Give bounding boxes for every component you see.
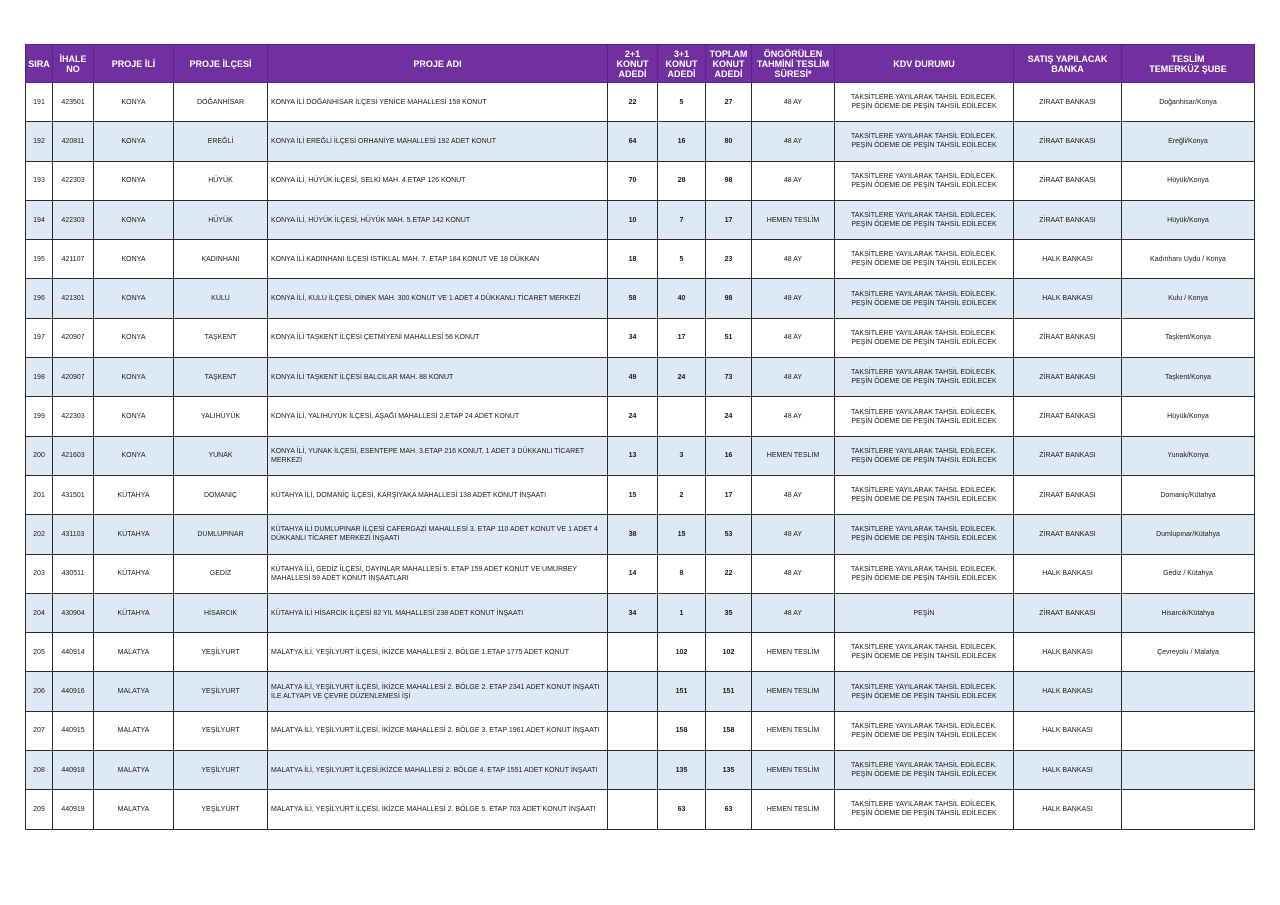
cell-proje-ili: MALATYA — [94, 790, 174, 829]
cell-teslim-sube: Hüyük/Konya — [1122, 397, 1255, 436]
cell-2plus1-adet — [608, 711, 658, 750]
cell-teslim-sube: Hüyük/Konya — [1122, 161, 1255, 200]
cell-banka: ZİRAAT BANKASI — [1014, 318, 1122, 357]
cell-kdv-durumu: TAKSİTLERE YAYILARAK TAHSİL EDİLECEK. PEŞİN ÖDEME DE PEŞİN TAHSİL EDİLECEK — [835, 475, 1014, 514]
cell-banka: HALK BANKASI — [1014, 711, 1122, 750]
cell-proje-ilcesi: HÜYÜK — [174, 161, 268, 200]
cell-toplam-adet: 98 — [706, 161, 752, 200]
cell-3plus1-adet: 63 — [658, 790, 706, 829]
cell-banka: ZİRAAT BANKASI — [1014, 161, 1122, 200]
cell-banka: ZİRAAT BANKASI — [1014, 475, 1122, 514]
cell-proje-adi: KÜTAHYA İLİ HİSARCIK İLÇESİ 82 YIL MAHALLESİ 238 ADET KONUT İNŞAATI — [268, 593, 608, 632]
table-row — [26, 161, 1255, 200]
cell-proje-ilcesi: YEŞİLYURT — [174, 790, 268, 829]
cell-teslim-sube — [1122, 711, 1255, 750]
cell-kdv-durumu: TAKSİTLERE YAYILARAK TAHSİL EDİLECEK. PEŞİN ÖDEME DE PEŞİN TAHSİL EDİLECEK — [835, 711, 1014, 750]
cell-teslim-suresi: HEMEN TESLİM — [752, 633, 835, 672]
cell-proje-ilcesi: YEŞİLYURT — [174, 711, 268, 750]
table-row — [26, 436, 1255, 475]
cell-sira: 198 — [26, 358, 53, 397]
cell-banka: ZİRAAT BANKASI — [1014, 593, 1122, 632]
cell-proje-ilcesi: DOĞANHİSAR — [174, 83, 268, 122]
cell-2plus1-adet: 64 — [608, 122, 658, 161]
cell-ihale-no: 422303 — [53, 161, 94, 200]
cell-proje-adi: KÜTAHYA İLİ, DOMANİÇ İLÇESİ, KARŞIYAKA MAHALLESİ 138 ADET KONUT İNŞAATI — [268, 475, 608, 514]
cell-proje-ilcesi: KADINHANI — [174, 240, 268, 279]
cell-toplam-adet: 98 — [706, 279, 752, 318]
cell-kdv-durumu: TAKSİTLERE YAYILARAK TAHSİL EDİLECEK. PEŞİN ÖDEME DE PEŞİN TAHSİL EDİLECEK — [835, 279, 1014, 318]
cell-banka: HALK BANKASI — [1014, 790, 1122, 829]
cell-2plus1-adet: 34 — [608, 318, 658, 357]
cell-2plus1-adet: 10 — [608, 200, 658, 239]
cell-teslim-suresi: 48 AY — [752, 397, 835, 436]
cell-sira: 191 — [26, 83, 53, 122]
cell-proje-ili: KÜTAHYA — [94, 475, 174, 514]
cell-proje-ili: KÜTAHYA — [94, 515, 174, 554]
cell-teslim-suresi: 48 AY — [752, 593, 835, 632]
cell-ihale-no: 440919 — [53, 790, 94, 829]
cell-teslim-sube — [1122, 790, 1255, 829]
cell-proje-ilcesi: KULU — [174, 279, 268, 318]
table-row — [26, 711, 1255, 750]
cell-3plus1-adet: 17 — [658, 318, 706, 357]
cell-kdv-durumu: TAKSİTLERE YAYILARAK TAHSİL EDİLECEK. PEŞİN ÖDEME DE PEŞİN TAHSİL EDİLECEK — [835, 200, 1014, 239]
cell-banka: HALK BANKASI — [1014, 279, 1122, 318]
cell-proje-adi: KÜTAHYA İLİ DUMLUPINAR İLÇESİ CAFERGAZİ MAHALLESİ 3. ETAP 110 ADET KONUT VE 1 ADET 4 DÜKKANLI TİCARET MERKEZİ İNŞAATI — [268, 515, 608, 554]
cell-proje-ili: KONYA — [94, 240, 174, 279]
cell-teslim-sube: Yunak/Konya — [1122, 436, 1255, 475]
table-row — [26, 83, 1255, 122]
cell-banka: ZİRAAT BANKASI — [1014, 397, 1122, 436]
cell-2plus1-adet: 22 — [608, 83, 658, 122]
cell-proje-ili: KONYA — [94, 83, 174, 122]
cell-sira: 206 — [26, 672, 53, 711]
table-row — [26, 122, 1255, 161]
cell-proje-adi: MALATYA İLİ, YEŞİLYURT İLÇESİ,İKİZCE MAHALLESİ 2. BÖLGE 4. ETAP 1551 ADET KONUT İNŞAATI — [268, 751, 608, 790]
cell-banka: HALK BANKASI — [1014, 240, 1122, 279]
cell-teslim-sube: Hisarcık/Kütahya — [1122, 593, 1255, 632]
cell-teslim-suresi: 48 AY — [752, 161, 835, 200]
cell-proje-ilcesi: HÜYÜK — [174, 200, 268, 239]
cell-proje-ili: KONYA — [94, 279, 174, 318]
cell-sira: 193 — [26, 161, 53, 200]
cell-teslim-suresi: HEMEN TESLİM — [752, 711, 835, 750]
col-header-teslim-sube: TESLİM TEMERKÜZ ŞUBE — [1122, 45, 1255, 83]
cell-teslim-suresi: 48 AY — [752, 554, 835, 593]
col-header-proje-ilcesi: PROJE İLÇESİ — [174, 45, 268, 83]
table-header-row — [26, 45, 1255, 83]
col-header-banka: SATIŞ YAPILACAK BANKA — [1014, 45, 1122, 83]
cell-kdv-durumu: TAKSİTLERE YAYILARAK TAHSİL EDİLECEK. PEŞİN ÖDEME DE PEŞİN TAHSİL EDİLECEK — [835, 318, 1014, 357]
cell-toplam-adet: 51 — [706, 318, 752, 357]
cell-teslim-suresi: 48 AY — [752, 475, 835, 514]
cell-ihale-no: 440916 — [53, 672, 94, 711]
cell-2plus1-adet: 58 — [608, 279, 658, 318]
cell-kdv-durumu: TAKSİTLERE YAYILARAK TAHSİL EDİLECEK. PEŞİN ÖDEME DE PEŞİN TAHSİL EDİLECEK — [835, 240, 1014, 279]
cell-proje-adi: KONYA İLİ TAŞKENT İLÇESİ ÇETMİYENİ MAHALLESİ 56 KONUT — [268, 318, 608, 357]
cell-sira: 209 — [26, 790, 53, 829]
cell-sira: 195 — [26, 240, 53, 279]
cell-ihale-no: 422303 — [53, 200, 94, 239]
cell-2plus1-adet — [608, 790, 658, 829]
cell-sira: 204 — [26, 593, 53, 632]
cell-kdv-durumu: TAKSİTLERE YAYILARAK TAHSİL EDİLECEK. PEŞİN ÖDEME DE PEŞİN TAHSİL EDİLECEK — [835, 436, 1014, 475]
cell-3plus1-adet: 102 — [658, 633, 706, 672]
cell-3plus1-adet: 40 — [658, 279, 706, 318]
cell-toplam-adet: 80 — [706, 122, 752, 161]
cell-banka: ZİRAAT BANKASI — [1014, 83, 1122, 122]
cell-2plus1-adet: 15 — [608, 475, 658, 514]
cell-teslim-sube: Dumlupınar/Kütahya — [1122, 515, 1255, 554]
cell-teslim-sube: Kulu / Konya — [1122, 279, 1255, 318]
cell-kdv-durumu: TAKSİTLERE YAYILARAK TAHSİL EDİLECEK. PEŞİN ÖDEME DE PEŞİN TAHSİL EDİLECEK — [835, 397, 1014, 436]
cell-teslim-sube — [1122, 751, 1255, 790]
cell-banka: ZİRAAT BANKASI — [1014, 515, 1122, 554]
cell-ihale-no: 440914 — [53, 633, 94, 672]
cell-3plus1-adet: 151 — [658, 672, 706, 711]
cell-teslim-suresi: HEMEN TESLİM — [752, 790, 835, 829]
cell-proje-adi: KONYA İLİ, KULU İLÇESİ, DİNEK MAH. 300 KONUT VE 1 ADET 4 DÜKKANLI TİCARET MERKEZİ — [268, 279, 608, 318]
cell-proje-adi: KONYA İLİ DOĞANHİSAR İLÇESİ YENİCE MAHALLESİ 158 KONUT — [268, 83, 608, 122]
cell-2plus1-adet: 49 — [608, 358, 658, 397]
cell-teslim-suresi: 48 AY — [752, 358, 835, 397]
cell-3plus1-adet: 28 — [658, 161, 706, 200]
cell-proje-adi: KONYA İLİ TAŞKENT İLÇESİ BALCILAR MAH. 88 KONUT — [268, 358, 608, 397]
cell-3plus1-adet: 8 — [658, 554, 706, 593]
cell-teslim-sube: Doğanhisar/Konya — [1122, 83, 1255, 122]
cell-proje-ilcesi: EREĞLİ — [174, 122, 268, 161]
cell-kdv-durumu: TAKSİTLERE YAYILARAK TAHSİL EDİLECEK. PEŞİN ÖDEME DE PEŞİN TAHSİL EDİLECEK — [835, 554, 1014, 593]
cell-2plus1-adet: 14 — [608, 554, 658, 593]
cell-toplam-adet: 35 — [706, 593, 752, 632]
cell-proje-ili: MALATYA — [94, 672, 174, 711]
cell-teslim-sube: Hüyük/Konya — [1122, 200, 1255, 239]
cell-kdv-durumu: TAKSİTLERE YAYILARAK TAHSİL EDİLECEK. PEŞİN ÖDEME DE PEŞİN TAHSİL EDİLECEK — [835, 633, 1014, 672]
cell-ihale-no: 421301 — [53, 279, 94, 318]
cell-kdv-durumu: TAKSİTLERE YAYILARAK TAHSİL EDİLECEK. PEŞİN ÖDEME DE PEŞİN TAHSİL EDİLECEK — [835, 751, 1014, 790]
cell-proje-ili: KONYA — [94, 318, 174, 357]
cell-proje-adi: MALATYA İLİ, YEŞİLYURT İLÇESİ, İKİZCE MAHALLESİ 2. BÖLGE 3. ETAP 1961 ADET KONUT İNŞAATI — [268, 711, 608, 750]
cell-banka: HALK BANKASI — [1014, 751, 1122, 790]
cell-proje-ilcesi: YEŞİLYURT — [174, 633, 268, 672]
cell-ihale-no: 440915 — [53, 711, 94, 750]
cell-sira: 200 — [26, 436, 53, 475]
cell-teslim-sube: Taşkent/Konya — [1122, 318, 1255, 357]
cell-proje-adi: KONYA İLİ, HÜYÜK İLÇESİ, SELKİ MAH. 4.ETAP 126 KONUT — [268, 161, 608, 200]
cell-teslim-sube: Kadınhanı Uydu / Konya — [1122, 240, 1255, 279]
cell-2plus1-adet: 24 — [608, 397, 658, 436]
table-row — [26, 240, 1255, 279]
cell-2plus1-adet: 13 — [608, 436, 658, 475]
cell-toplam-adet: 158 — [706, 711, 752, 750]
cell-3plus1-adet: 1 — [658, 593, 706, 632]
cell-kdv-durumu: TAKSİTLERE YAYILARAK TAHSİL EDİLECEK. PEŞİN ÖDEME DE PEŞİN TAHSİL EDİLECEK — [835, 515, 1014, 554]
cell-3plus1-adet: 5 — [658, 83, 706, 122]
table-row — [26, 633, 1255, 672]
col-header-ihale-no: İHALE NO — [53, 45, 94, 83]
cell-3plus1-adet: 24 — [658, 358, 706, 397]
cell-proje-adi: KONYA İLİ KADINHANI İLÇESİ İSTİKLAL MAH. 7. ETAP 184 KONUT VE 18 DÜKKAN — [268, 240, 608, 279]
cell-sira: 192 — [26, 122, 53, 161]
cell-banka: ZİRAAT BANKASI — [1014, 436, 1122, 475]
cell-proje-ili: KÜTAHYA — [94, 554, 174, 593]
cell-sira: 207 — [26, 711, 53, 750]
cell-kdv-durumu: TAKSİTLERE YAYILARAK TAHSİL EDİLECEK. PEŞİN ÖDEME DE PEŞİN TAHSİL EDİLECEK — [835, 161, 1014, 200]
cell-ihale-no: 420907 — [53, 318, 94, 357]
cell-teslim-sube: Gediz / Kütahya — [1122, 554, 1255, 593]
cell-kdv-durumu: TAKSİTLERE YAYILARAK TAHSİL EDİLECEK. PEŞİN ÖDEME DE PEŞİN TAHSİL EDİLECEK — [835, 83, 1014, 122]
cell-teslim-sube: Taşkent/Konya — [1122, 358, 1255, 397]
table-row — [26, 279, 1255, 318]
cell-sira: 205 — [26, 633, 53, 672]
cell-toplam-adet: 23 — [706, 240, 752, 279]
cell-proje-ilcesi: YUNAK — [174, 436, 268, 475]
cell-teslim-suresi: 48 AY — [752, 240, 835, 279]
cell-proje-ilcesi: HİSARCIK — [174, 593, 268, 632]
cell-proje-adi: MALATYA İLİ, YEŞİLYURT İLÇESİ, İKİZCE MAHALLESİ 2. BÖLGE 5. ETAP 703 ADET KONUT İNŞAATI — [268, 790, 608, 829]
col-header-proje-ili: PROJE İLİ — [94, 45, 174, 83]
cell-ihale-no: 440918 — [53, 751, 94, 790]
cell-teslim-suresi: 48 AY — [752, 318, 835, 357]
cell-ihale-no: 430511 — [53, 554, 94, 593]
cell-3plus1-adet: 16 — [658, 122, 706, 161]
table-row — [26, 358, 1255, 397]
col-header-sira: SIRA — [26, 45, 53, 83]
cell-toplam-adet: 135 — [706, 751, 752, 790]
cell-proje-adi: KONYA İLİ, YUNAK İLÇESİ, ESENTEPE MAH. 3.ETAP 216 KONUT, 1 ADET 3 DÜKKANLI TİCARET MERKEZİ — [268, 436, 608, 475]
cell-banka: ZİRAAT BANKASI — [1014, 122, 1122, 161]
cell-kdv-durumu: TAKSİTLERE YAYILARAK TAHSİL EDİLECEK. PEŞİN ÖDEME DE PEŞİN TAHSİL EDİLECEK — [835, 358, 1014, 397]
cell-sira: 208 — [26, 751, 53, 790]
cell-2plus1-adet — [608, 672, 658, 711]
cell-ihale-no: 421603 — [53, 436, 94, 475]
cell-3plus1-adet: 5 — [658, 240, 706, 279]
cell-banka: HALK BANKASI — [1014, 672, 1122, 711]
cell-2plus1-adet — [608, 633, 658, 672]
cell-proje-ilcesi: TAŞKENT — [174, 318, 268, 357]
cell-3plus1-adet: 15 — [658, 515, 706, 554]
col-header-teslim-suresi: ÖNGÖRÜLEN TAHMİNİ TESLİM SÜRESİ* — [752, 45, 835, 83]
cell-toplam-adet: 24 — [706, 397, 752, 436]
cell-ihale-no: 422303 — [53, 397, 94, 436]
col-header-toplam: TOPLAM KONUT ADEDİ — [706, 45, 752, 83]
cell-ihale-no: 423501 — [53, 83, 94, 122]
cell-ihale-no: 431103 — [53, 515, 94, 554]
cell-banka: HALK BANKASI — [1014, 554, 1122, 593]
cell-2plus1-adet: 70 — [608, 161, 658, 200]
cell-proje-ili: KONYA — [94, 436, 174, 475]
cell-toplam-adet: 16 — [706, 436, 752, 475]
table-row — [26, 593, 1255, 632]
cell-banka: ZİRAAT BANKASI — [1014, 358, 1122, 397]
cell-teslim-sube — [1122, 672, 1255, 711]
cell-teslim-suresi: 48 AY — [752, 122, 835, 161]
cell-3plus1-adet: 2 — [658, 475, 706, 514]
cell-2plus1-adet: 34 — [608, 593, 658, 632]
cell-ihale-no: 430904 — [53, 593, 94, 632]
cell-proje-ilcesi: TAŞKENT — [174, 358, 268, 397]
cell-toplam-adet: 151 — [706, 672, 752, 711]
cell-teslim-sube: Ereğli/Konya — [1122, 122, 1255, 161]
cell-3plus1-adet: 158 — [658, 711, 706, 750]
cell-teslim-suresi: 48 AY — [752, 279, 835, 318]
cell-toplam-adet: 53 — [706, 515, 752, 554]
cell-2plus1-adet — [608, 751, 658, 790]
cell-toplam-adet: 27 — [706, 83, 752, 122]
col-header-3plus1: 3+1 KONUT ADEDİ — [658, 45, 706, 83]
cell-kdv-durumu: TAKSİTLERE YAYILARAK TAHSİL EDİLECEK. PEŞİN ÖDEME DE PEŞİN TAHSİL EDİLECEK — [835, 122, 1014, 161]
table-row — [26, 751, 1255, 790]
cell-teslim-suresi: HEMEN TESLİM — [752, 672, 835, 711]
cell-3plus1-adet: 7 — [658, 200, 706, 239]
cell-proje-ili: KONYA — [94, 358, 174, 397]
cell-sira: 201 — [26, 475, 53, 514]
table-row — [26, 790, 1255, 829]
cell-toplam-adet: 63 — [706, 790, 752, 829]
cell-ihale-no: 420811 — [53, 122, 94, 161]
cell-proje-adi: KONYA İLİ EREĞLİ İLÇESİ ORHANİYE MAHALLESİ 192 ADET KONUT — [268, 122, 608, 161]
cell-toplam-adet: 102 — [706, 633, 752, 672]
cell-3plus1-adet: 135 — [658, 751, 706, 790]
cell-teslim-suresi: 48 AY — [752, 83, 835, 122]
cell-kdv-durumu: TAKSİTLERE YAYILARAK TAHSİL EDİLECEK. PEŞİN ÖDEME DE PEŞİN TAHSİL EDİLECEK — [835, 790, 1014, 829]
table-row — [26, 397, 1255, 436]
table-row — [26, 200, 1255, 239]
cell-proje-ili: KONYA — [94, 161, 174, 200]
cell-proje-adi: KONYA İLİ, YALIHÜYÜK İLÇESİ, AŞAĞI MAHALLESİ 2.ETAP 24 ADET KONUT — [268, 397, 608, 436]
cell-proje-ili: MALATYA — [94, 711, 174, 750]
table-row — [26, 515, 1255, 554]
cell-proje-ilcesi: DUMLUPINAR — [174, 515, 268, 554]
cell-proje-ili: MALATYA — [94, 633, 174, 672]
cell-ihale-no: 421107 — [53, 240, 94, 279]
cell-teslim-suresi: HEMEN TESLİM — [752, 751, 835, 790]
cell-toplam-adet: 17 — [706, 200, 752, 239]
cell-2plus1-adet: 18 — [608, 240, 658, 279]
cell-teslim-sube: Çevreyolu / Malatya — [1122, 633, 1255, 672]
cell-kdv-durumu: TAKSİTLERE YAYILARAK TAHSİL EDİLECEK. PEŞİN ÖDEME DE PEŞİN TAHSİL EDİLECEK — [835, 672, 1014, 711]
cell-teslim-suresi: HEMEN TESLİM — [752, 436, 835, 475]
table-row — [26, 475, 1255, 514]
cell-proje-adi: KONYA İLİ, HÜYÜK İLÇESİ, HÜYÜK MAH. 5.ETAP 142 KONUT — [268, 200, 608, 239]
cell-proje-ilcesi: YEŞİLYURT — [174, 672, 268, 711]
cell-sira: 196 — [26, 279, 53, 318]
cell-ihale-no: 431501 — [53, 475, 94, 514]
cell-proje-ilcesi: YALIHÜYÜK — [174, 397, 268, 436]
cell-banka: HALK BANKASI — [1014, 633, 1122, 672]
cell-proje-ilcesi: YEŞİLYURT — [174, 751, 268, 790]
cell-proje-ili: MALATYA — [94, 751, 174, 790]
cell-toplam-adet: 17 — [706, 475, 752, 514]
cell-2plus1-adet: 38 — [608, 515, 658, 554]
cell-proje-adi: KÜTAHYA İLİ, GEDİZ İLÇESİ, DAYINLAR MAHALLESİ 5. ETAP 159 ADET KONUT VE UMURBEY MAHALLESİ 59 ADET KONUT İNŞAATLARI — [268, 554, 608, 593]
cell-teslim-suresi: HEMEN TESLİM — [752, 200, 835, 239]
cell-sira: 194 — [26, 200, 53, 239]
table-row — [26, 554, 1255, 593]
housing-projects-table — [25, 44, 1255, 830]
cell-3plus1-adet — [658, 397, 706, 436]
cell-ihale-no: 420907 — [53, 358, 94, 397]
cell-sira: 197 — [26, 318, 53, 357]
cell-teslim-suresi: 48 AY — [752, 515, 835, 554]
cell-3plus1-adet: 3 — [658, 436, 706, 475]
table-row — [26, 672, 1255, 711]
col-header-kdv-durumu: KDV DURUMU — [835, 45, 1014, 83]
cell-proje-ili: KONYA — [94, 200, 174, 239]
col-header-2plus1: 2+1 KONUT ADEDİ — [608, 45, 658, 83]
cell-kdv-durumu: PEŞİN — [835, 593, 1014, 632]
cell-banka: ZİRAAT BANKASI — [1014, 200, 1122, 239]
cell-sira: 202 — [26, 515, 53, 554]
cell-proje-ili: KÜTAHYA — [94, 593, 174, 632]
cell-proje-adi: MALATYA İLİ, YEŞİLYURT İLÇESİ, İKİZCE MAHALLESİ 2. BÖLGE 2. ETAP 2341 ADET KONUT İNŞAATI İLE ALTYAPI VE ÇEVRE DÜZENLEMESİ İŞİ — [268, 672, 608, 711]
table-row — [26, 318, 1255, 357]
cell-proje-ili: KONYA — [94, 122, 174, 161]
cell-teslim-sube: Domaniç/Kütahya — [1122, 475, 1255, 514]
cell-sira: 199 — [26, 397, 53, 436]
cell-sira: 203 — [26, 554, 53, 593]
col-header-proje-adi: PROJE ADI — [268, 45, 608, 83]
cell-proje-ili: KONYA — [94, 397, 174, 436]
cell-proje-ilcesi: DOMANİÇ — [174, 475, 268, 514]
cell-proje-ilcesi: GEDİZ — [174, 554, 268, 593]
cell-toplam-adet: 73 — [706, 358, 752, 397]
cell-toplam-adet: 22 — [706, 554, 752, 593]
cell-proje-adi: MALATYA İLİ, YEŞİLYURT İLÇESİ, İKİZCE MAHALLESİ 2. BÖLGE 1.ETAP 1775 ADET KONUT — [268, 633, 608, 672]
